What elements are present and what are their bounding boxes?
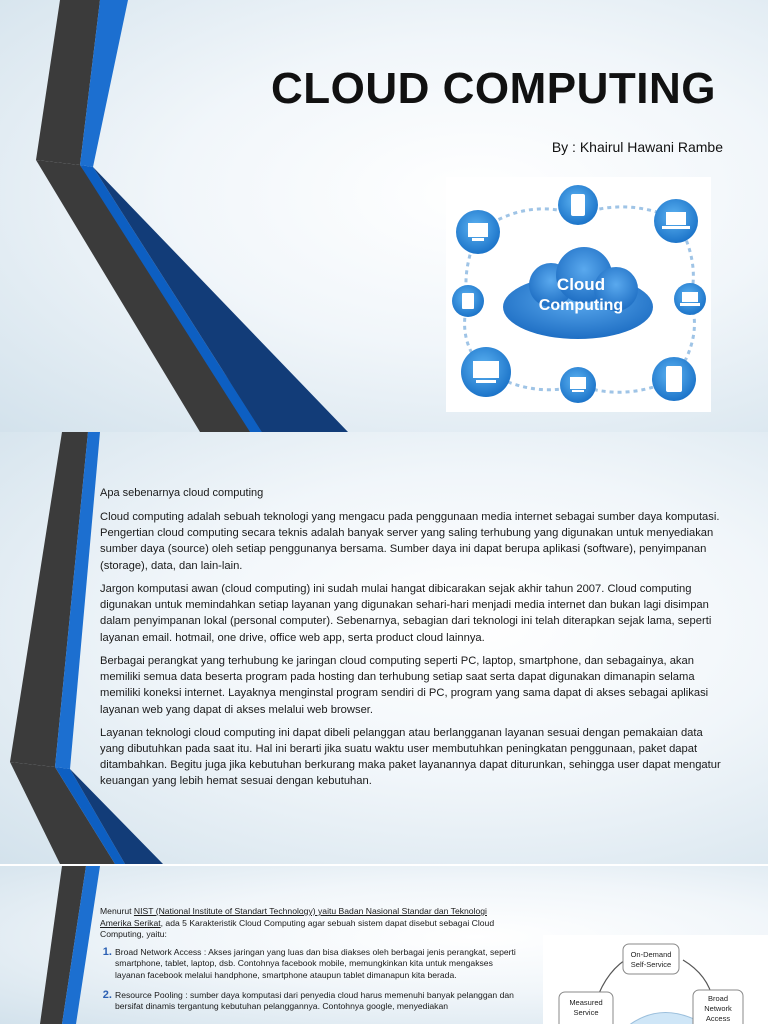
characteristics-content [100, 906, 520, 1019]
paragraph-4: Layanan teknologi cloud computing ini dapat dibeli pelanggan atau berlangganan layanan sesuai dengan pemakaian data yang dibutuhkan pada saat itu. Hal ini berarti jika suatu waktu user membutuhkan peningkatan penggunaan, paket dapat ditambahkan. Begitu juga jika kebutuhan berkurang maka paket layanannya dapat diturunkan, sehingga user dapat mengatur keuangan yang lebih hemat sesuai dengan kebutuhan. [100, 726, 721, 788]
device-node-desktop-icon [461, 347, 511, 397]
list-item: 2. Resource Pooling : sumber daya komputasi dari penyedia cloud harus memenuhi banyak pelanggan dan bersifat dinamis tergantung kebutuhan pelanggannya. Contohnya google, menyediakan [115, 988, 520, 1013]
list-item: 1. Broad Network Access : Akses jaringan yang luas dan bisa diakses oleh berbagai jenis perangkat, seperti smartphone, tablet, laptop, dsb. Contohnya facebook mobile, memungkinkan kita untuk mengakses layanan facebook melalui handphone, smartphone ataupun tablet dimanapun kita berada. [115, 945, 520, 982]
device-node-smartphone-icon [652, 357, 696, 401]
device-node-netbook-icon [674, 283, 706, 315]
device-node-tablet-icon [452, 285, 484, 317]
diagram-right-line2: Network [704, 1004, 732, 1013]
diagram-graphic [543, 935, 768, 1024]
author-byline: By : Khairul Hawani Rambe [551, 139, 723, 155]
device-node-laptop-icon [654, 199, 698, 243]
diagram-left-line1: Measured [569, 998, 603, 1007]
nist-characteristics-diagram [543, 935, 768, 1024]
section-heading: Apa sebenarnya cloud computing [100, 487, 264, 499]
nist-link[interactable]: NIST (National Institute of Standart Technology) yaitu Badan Nasional Standar dan Teknologi Amerika Serikat [100, 906, 487, 928]
cloud-label-line2: Computing [538, 297, 624, 314]
diagram-top-line1: On-Demand [630, 950, 672, 959]
diagram-right-line1: Broad [707, 994, 729, 1003]
diagram-right-line3: Access [705, 1014, 731, 1023]
paragraph-3: Berbagai perangkat yang terhubung ke jaringan cloud computing seperti PC, laptop, smartphone, dan sebagainya, akan memiliki semua data beserta program pada hosting dan terhubung setiap saat serta dapat digunakan dimanapin selama memiliki koneksi internet. Layaknya menginstal program sendiri di PC, program yang sama dapat di akses sebagai aplikasi layanan web yang dapat di akses melalui web browser. [100, 654, 709, 716]
device-node-monitor-icon [456, 210, 500, 254]
intro-prefix: Menurut [100, 906, 134, 916]
slide-characteristics [0, 866, 768, 1024]
paragraph-2: Jargon komputasi awan (cloud computing) ini sudah mulai hangat dibicarakan sejak akhir tahun 2007. Cloud computing digunakan untuk memindahkan setiap layanan yang digunakan sehari-hari menjadi media internet dan bukan lagi disimpan dalam penyimpanan lokal (personal computer). Sebenarnya, sebagian dari teknologi ini telah diterapkan sejak lama, seperti layanan email. hotmail, one drive, office web app, serta product cloud lainnya. [100, 582, 712, 644]
device-node-pc-icon [560, 367, 596, 403]
intro-text [100, 906, 520, 941]
diagram-top-line2: Self-Service [630, 960, 672, 969]
slide-title-text: CLOUD COMPUTING [270, 64, 716, 113]
device-node-phone-icon [558, 185, 598, 225]
slide-title [0, 0, 768, 432]
intro-suffix: , ada 5 Karakteristik Cloud Computing agar sebuah sistem dapat disebut sebagai Cloud Computing, yaitu: [100, 917, 495, 940]
cloud-network-graphic [446, 177, 711, 412]
cloud-label-line1: Cloud [556, 275, 606, 294]
definition-content [100, 486, 725, 797]
paragraph-1: Cloud computing adalah sebuah teknologi yang mengacu pada penggunaan media internet sebagai sumber daya komputasi. Pengertian cloud computing secara teknis adalah banyak server yang saling terhubung yang digunakan untuk menyediakan sumber daya (source) oleh setiap penggunanya bersama. Sumber daya ini dapat berupa aplikasi (software), penyimpanan (storage), data, dan lain-lain. [100, 510, 720, 572]
slide-definition [0, 432, 768, 864]
characteristics-list [100, 945, 520, 1013]
diagram-left-line2: Service [573, 1008, 599, 1017]
cloud-computing-illustration [446, 177, 711, 412]
